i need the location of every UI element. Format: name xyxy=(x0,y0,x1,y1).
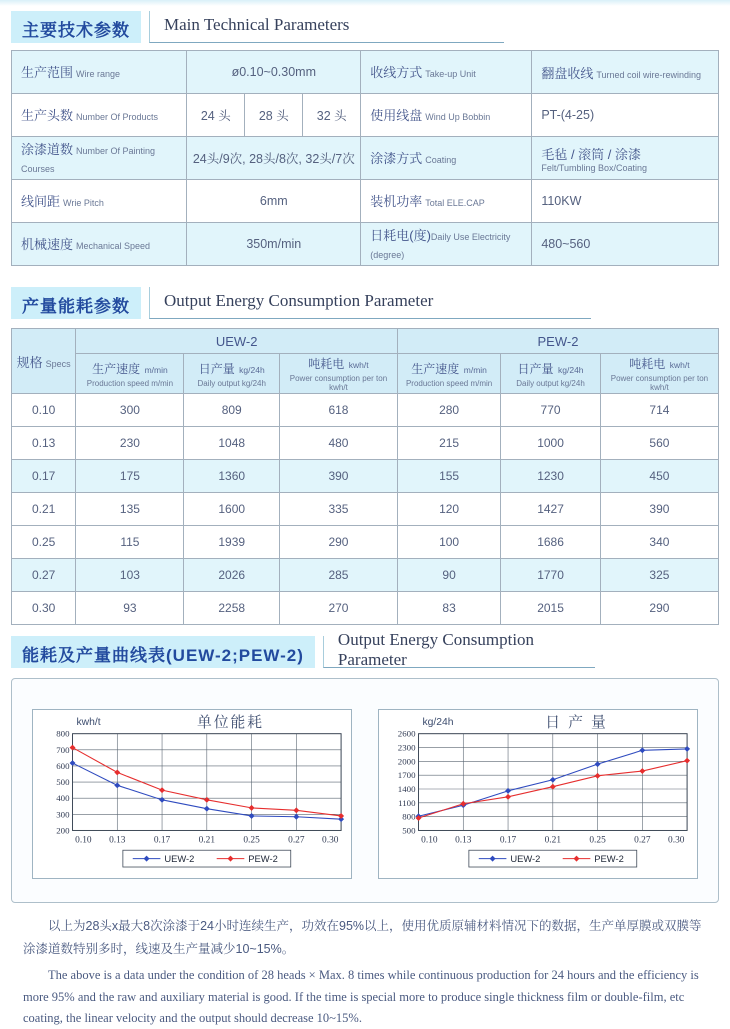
param-value: 毛毡 / 滚筒 / 涂漆 Felt/Tumbling Box/Coating xyxy=(532,137,719,180)
column-header-power: 吨耗电 kwh/t Power consumption per ton kwh/t xyxy=(279,354,397,394)
svg-text:kg/24h: kg/24h xyxy=(422,716,454,728)
value-cell: 1686 xyxy=(501,526,601,559)
value-cell: 1000 xyxy=(501,427,601,460)
svg-text:0.27: 0.27 xyxy=(288,835,305,846)
svg-text:2600: 2600 xyxy=(397,728,416,739)
svg-text:0.30: 0.30 xyxy=(322,835,339,846)
section-title-zh: 产量能耗参数 xyxy=(11,287,141,319)
value-cell: 215 xyxy=(397,427,500,460)
column-header-speed: 生产速度 m/min Production speed m/min xyxy=(397,354,500,394)
spec-cell: 0.21 xyxy=(12,493,76,526)
value-cell: 390 xyxy=(279,460,397,493)
param-label: 生产范围 Wire range xyxy=(12,51,187,94)
param-label: 线间距 Wrie Pitch xyxy=(12,180,187,223)
value-cell: 1427 xyxy=(501,493,601,526)
svg-text:0.25: 0.25 xyxy=(243,835,260,846)
daily-output-chart xyxy=(378,709,698,879)
svg-text:300: 300 xyxy=(56,809,70,820)
value-cell: 1939 xyxy=(184,526,279,559)
table-row xyxy=(12,137,719,180)
value-cell: 2015 xyxy=(501,592,601,625)
svg-text:200: 200 xyxy=(56,825,70,836)
param-label: 收线方式 Take-up Unit xyxy=(361,51,532,94)
table-row xyxy=(12,592,719,625)
svg-text:800: 800 xyxy=(402,811,416,822)
svg-text:日 产 量: 日 产 量 xyxy=(545,714,608,731)
svg-text:UEW-2: UEW-2 xyxy=(164,854,195,865)
footer-note-zh: 以上为28头x最大8次涂漆于24小时连续生产，功效在95%以上，使用优质原辅材料情况下的数据，生产单厚膜或双膜等涂漆道数特别多时，线速及生产量减少10~15%。 xyxy=(23,919,702,957)
column-header-daily-output: 日产量 kg/24h Daily output kg/24h xyxy=(184,354,279,394)
svg-text:2000: 2000 xyxy=(397,756,416,767)
section-title-en: Output Energy Consumption Parameter xyxy=(149,287,591,319)
param-value: 24头/9次, 28头/8次, 32头/7次 xyxy=(187,137,361,180)
value-cell: 618 xyxy=(279,394,397,427)
table-row xyxy=(12,223,719,266)
param-label: 涂漆道数 Number Of Painting Courses xyxy=(12,137,187,180)
param-value: 350m/min xyxy=(187,223,361,266)
value-cell: 93 xyxy=(76,592,184,625)
svg-text:单位能耗: 单位能耗 xyxy=(196,714,265,731)
value-cell: 115 xyxy=(76,526,184,559)
value-cell: 120 xyxy=(397,493,500,526)
svg-text:0.10: 0.10 xyxy=(421,835,438,846)
svg-text:400: 400 xyxy=(56,793,70,804)
value-cell: 290 xyxy=(600,592,718,625)
value-cell: 290 xyxy=(279,526,397,559)
value-cell: 175 xyxy=(76,460,184,493)
svg-text:0.21: 0.21 xyxy=(544,835,562,846)
value-cell: 90 xyxy=(397,559,500,592)
svg-text:800: 800 xyxy=(56,728,70,739)
spec-cell: 0.10 xyxy=(12,394,76,427)
svg-text:1700: 1700 xyxy=(397,770,416,781)
value-cell: 809 xyxy=(184,394,279,427)
column-group-pew2: PEW-2 xyxy=(397,329,718,354)
unit-energy-consumption-chart xyxy=(32,709,352,879)
table-row xyxy=(12,180,719,223)
section-header-main-technical-parameters xyxy=(11,11,719,43)
param-label: 装机功率 Total ELE.CAP xyxy=(361,180,532,223)
svg-text:PEW-2: PEW-2 xyxy=(248,854,278,865)
svg-text:0.21: 0.21 xyxy=(198,835,216,846)
param-value: 24 头 xyxy=(187,94,245,137)
param-label: 涂漆方式 Coating xyxy=(361,137,532,180)
footer-notes xyxy=(11,915,719,1029)
value-cell: 155 xyxy=(397,460,500,493)
svg-text:1400: 1400 xyxy=(397,783,416,794)
value-cell: 285 xyxy=(279,559,397,592)
svg-text:0.17: 0.17 xyxy=(153,835,171,846)
value-cell: 325 xyxy=(600,559,718,592)
table-row xyxy=(12,526,719,559)
charts-container xyxy=(11,678,719,903)
value-cell: 300 xyxy=(76,394,184,427)
param-label: 使用线盘 Wind Up Bobbin xyxy=(361,94,532,137)
svg-text:0.10: 0.10 xyxy=(75,835,92,846)
spec-cell: 0.30 xyxy=(12,592,76,625)
table-row xyxy=(12,51,719,94)
spec-cell: 0.25 xyxy=(12,526,76,559)
footer-note-en: The above is a data under the condition of 28 heads × Max. 8 times while continuous production for 24 hours and the efficiency is more 95% and the raw and auxiliary material is good. If the time is special more to produce single thickness film or double-film, etc coating, the linear velocity and the output should decrease 10~15%. xyxy=(23,968,699,1025)
column-header-daily-output: 日产量 kg/24h Daily output kg/24h xyxy=(501,354,601,394)
value-cell: 450 xyxy=(600,460,718,493)
table-row xyxy=(12,394,719,427)
technical-parameters-table xyxy=(11,50,719,266)
section-header-curve-charts xyxy=(11,629,719,669)
value-cell: 335 xyxy=(279,493,397,526)
output-energy-table xyxy=(11,328,719,625)
section-header-output-energy xyxy=(11,287,719,319)
value-cell: 1048 xyxy=(184,427,279,460)
section-title-zh: 能耗及产量曲线表(UEW-2;PEW-2) xyxy=(11,636,315,668)
value-cell: 390 xyxy=(600,493,718,526)
value-cell: 2258 xyxy=(184,592,279,625)
svg-text:0.25: 0.25 xyxy=(589,835,606,846)
param-label: 日耗电(度)Daily Use Electricity (degree) xyxy=(361,223,532,266)
spec-cell: 0.27 xyxy=(12,559,76,592)
value-cell: 103 xyxy=(76,559,184,592)
spec-cell: 0.17 xyxy=(12,460,76,493)
param-value: 110KW xyxy=(532,180,719,223)
table-row xyxy=(12,460,719,493)
spec-cell: 0.13 xyxy=(12,427,76,460)
column-header-power: 吨耗电 kwh/t Power consumption per ton kwh/t xyxy=(600,354,718,394)
svg-text:1100: 1100 xyxy=(398,797,416,808)
svg-text:PEW-2: PEW-2 xyxy=(594,854,624,865)
svg-text:2300: 2300 xyxy=(397,742,416,753)
table-row xyxy=(12,493,719,526)
param-value: ø0.10~0.30mm xyxy=(187,51,361,94)
svg-text:500: 500 xyxy=(402,825,416,836)
line-chart xyxy=(33,710,351,878)
table-row xyxy=(12,427,719,460)
value-cell: 340 xyxy=(600,526,718,559)
value-cell: 1230 xyxy=(501,460,601,493)
param-value: 6mm xyxy=(187,180,361,223)
param-label: 生产头数 Number Of Products xyxy=(12,94,187,137)
value-cell: 1770 xyxy=(501,559,601,592)
output-table-body xyxy=(12,394,719,625)
param-value: 480~560 xyxy=(532,223,719,266)
top-decor-band xyxy=(0,0,730,6)
column-header-specs: 规格 Specs xyxy=(12,329,76,394)
value-cell: 83 xyxy=(397,592,500,625)
param-label: 机械速度 Mechanical Speed xyxy=(12,223,187,266)
value-cell: 770 xyxy=(501,394,601,427)
value-cell: 1360 xyxy=(184,460,279,493)
param-value: 32 头 xyxy=(303,94,361,137)
svg-text:UEW-2: UEW-2 xyxy=(510,854,541,865)
value-cell: 2026 xyxy=(184,559,279,592)
value-cell: 560 xyxy=(600,427,718,460)
value-cell: 480 xyxy=(279,427,397,460)
page xyxy=(0,11,730,1029)
value-cell: 230 xyxy=(76,427,184,460)
table-header-row xyxy=(12,329,719,354)
value-cell: 100 xyxy=(397,526,500,559)
line-chart xyxy=(379,710,697,878)
table-row xyxy=(12,559,719,592)
param-value: 28 头 xyxy=(245,94,303,137)
value-cell: 270 xyxy=(279,592,397,625)
param-value: 翻盘收线 Turned coil wire-rewinding xyxy=(532,51,719,94)
value-cell: 280 xyxy=(397,394,500,427)
svg-text:700: 700 xyxy=(56,744,70,755)
value-cell: 714 xyxy=(600,394,718,427)
section-title-en: Main Technical Parameters xyxy=(149,11,504,43)
svg-text:kwh/t: kwh/t xyxy=(76,716,101,728)
section-title-zh: 主要技术参数 xyxy=(11,11,141,43)
value-cell: 1600 xyxy=(184,493,279,526)
svg-text:0.13: 0.13 xyxy=(455,835,472,846)
table-subheader-row xyxy=(12,354,719,394)
svg-text:0.27: 0.27 xyxy=(634,835,651,846)
svg-text:600: 600 xyxy=(56,760,70,771)
svg-text:500: 500 xyxy=(56,777,70,788)
column-header-speed: 生产速度 m/min Production speed m/min xyxy=(76,354,184,394)
svg-text:0.13: 0.13 xyxy=(109,835,126,846)
param-value: PT-(4-25) xyxy=(532,94,719,137)
column-group-uew2: UEW-2 xyxy=(76,329,398,354)
value-cell: 135 xyxy=(76,493,184,526)
svg-text:0.17: 0.17 xyxy=(499,835,517,846)
section-title-en: Output Energy Consumption Parameter xyxy=(323,636,595,668)
svg-text:0.30: 0.30 xyxy=(668,835,685,846)
table-row xyxy=(12,94,719,137)
